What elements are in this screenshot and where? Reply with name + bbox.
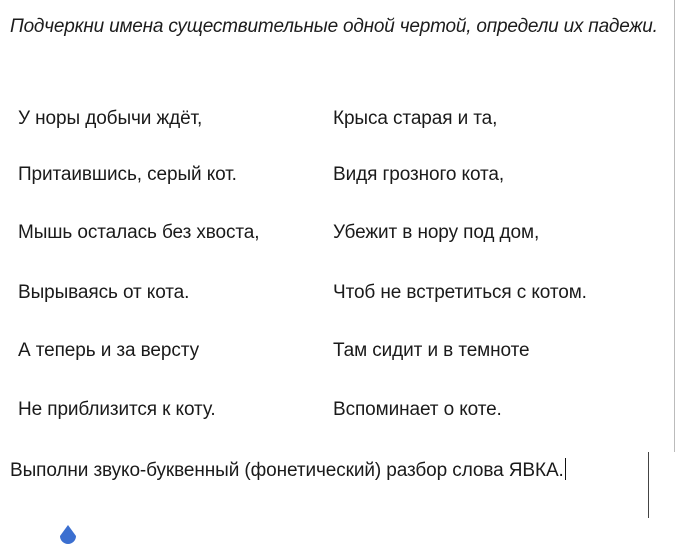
vertical-rule-task (648, 452, 649, 518)
task-text-block[interactable] (10, 456, 640, 486)
vertical-rule-right (674, 0, 675, 452)
poem-line-right-5: Там сидит и в темноте (333, 340, 530, 361)
poem-line-right-4: Чтоб не встретиться с котом. (333, 282, 587, 303)
poem-line-left-1: У норы добычи ждёт, (18, 108, 203, 129)
text-caret (565, 458, 566, 480)
poem-line-left-4: Вырываясь от кота. (18, 282, 190, 303)
selection-handle-icon[interactable] (57, 524, 79, 546)
poem-line-right-1: Крыса старая и та, (333, 108, 498, 129)
poem-line-left-5: А теперь и за версту (18, 340, 199, 361)
poem-line-right-2: Видя грозного кота, (333, 164, 505, 185)
instruction-text: Подчеркни имена существительные одной чертой, определи их падежи. (10, 16, 658, 37)
poem-line-left-6: Не приблизится к коту. (18, 399, 216, 420)
poem-line-right-3: Убежит в нору под дом, (333, 222, 540, 243)
task-text: Выполни звуко-буквенный (фонетический) разбор слова ЯВКА. (10, 460, 564, 481)
poem-line-left-2: Притаившись, серый кот. (18, 164, 237, 185)
poem-line-left-3: Мышь осталась без хвоста, (18, 222, 260, 243)
poem-line-right-6: Вспоминает о коте. (333, 399, 502, 420)
